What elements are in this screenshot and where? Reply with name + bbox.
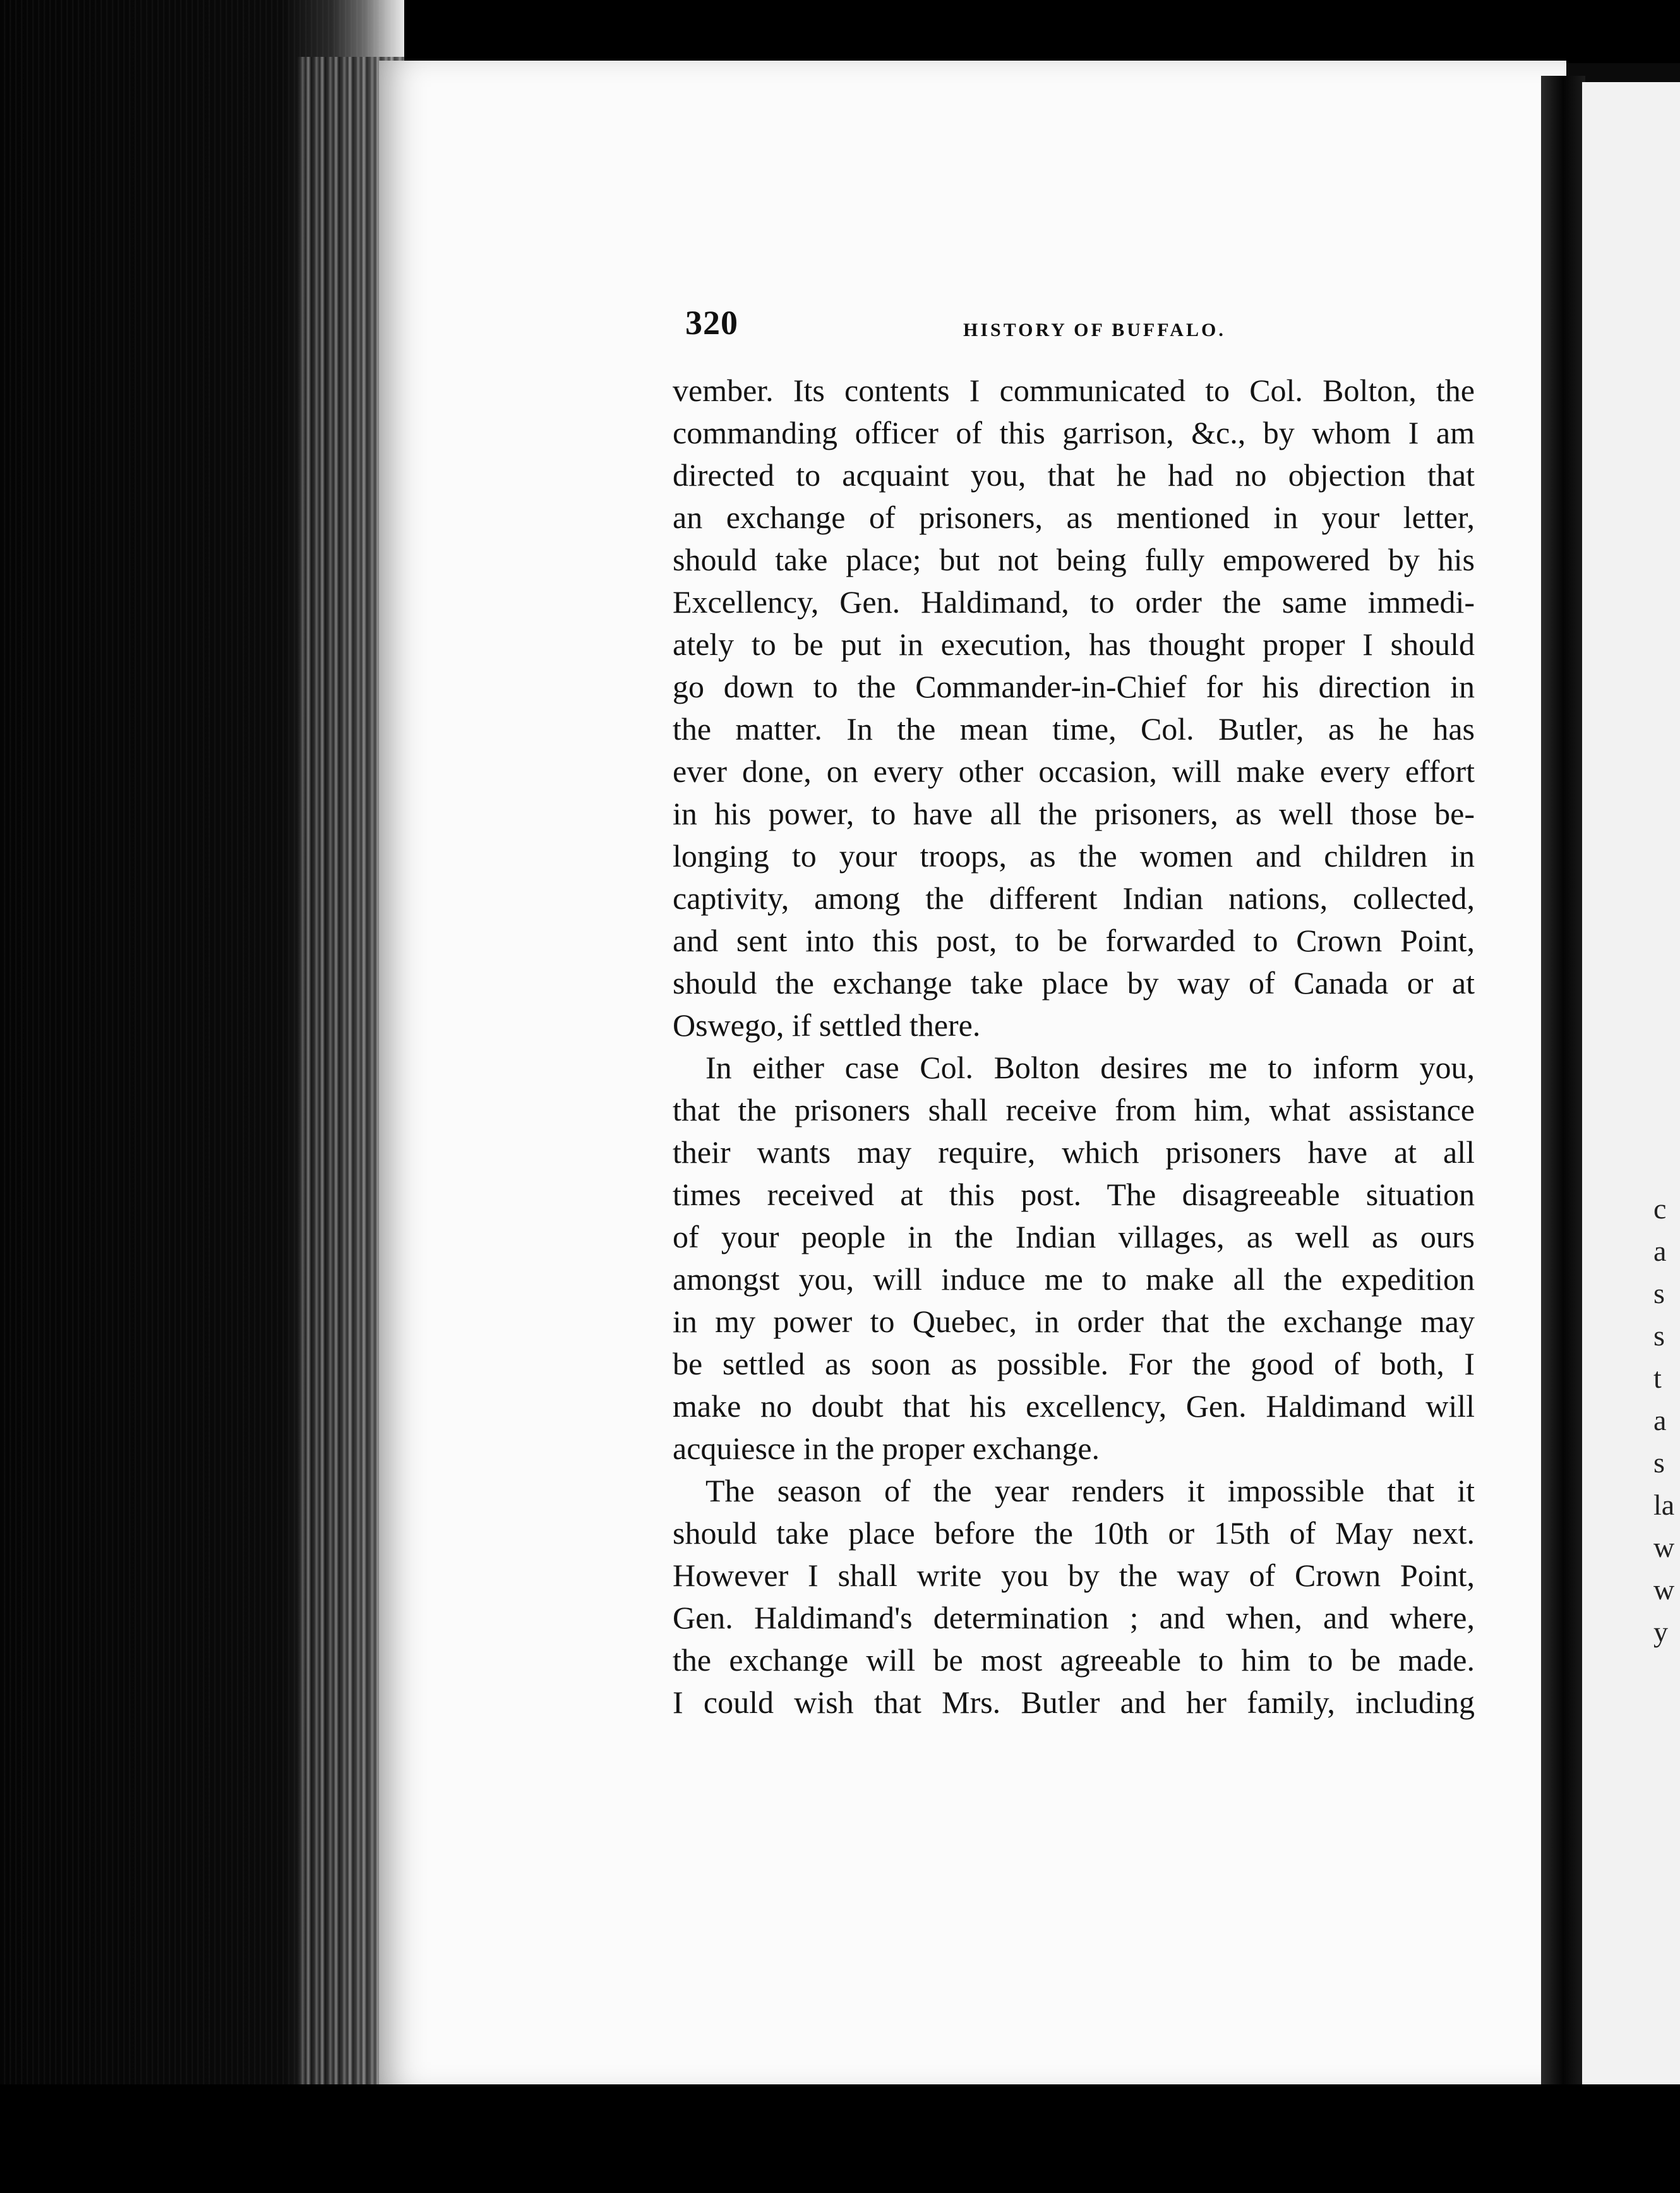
running-title: HISTORY OF BUFFALO. bbox=[963, 320, 1226, 340]
paragraph bbox=[673, 1470, 1475, 1724]
page-number: 320 bbox=[685, 304, 738, 342]
text-line: ever done, on every other occasion, will make every effort bbox=[673, 754, 1475, 789]
edge-letter: s bbox=[1653, 1277, 1665, 1309]
edge-letter: y bbox=[1653, 1616, 1668, 1648]
text-line: Excellency, Gen. Haldimand, to order the same immedi- bbox=[673, 584, 1475, 620]
text-line: Gen. Haldimand's determination ; and when, and where, bbox=[673, 1600, 1475, 1635]
text-line: be settled as soon as possible. For the good of both, I bbox=[673, 1346, 1475, 1381]
text-line: of your people in the Indian villages, as well as ours bbox=[673, 1219, 1475, 1254]
edge-letter: la bbox=[1653, 1489, 1675, 1521]
text-line: make no doubt that his excellency, Gen. Haldimand will bbox=[673, 1388, 1475, 1424]
edge-letter: a bbox=[1653, 1404, 1667, 1436]
edge-letter: c bbox=[1653, 1193, 1667, 1225]
text-line: In either case Col. Bolton desires me to inform you, bbox=[705, 1050, 1475, 1085]
page-header bbox=[685, 303, 1241, 347]
text-line: vember. Its contents I communicated to Col. Bolton, the bbox=[673, 373, 1475, 408]
edge-letter: s bbox=[1653, 1319, 1665, 1352]
edge-letter: a bbox=[1653, 1235, 1667, 1267]
facing-page-letters bbox=[1653, 1187, 1680, 1653]
text-line: The season of the year renders it impossible that it bbox=[705, 1473, 1475, 1508]
text-line: amongst you, will induce me to make all the expedition bbox=[673, 1261, 1475, 1297]
text-line: However I shall write you by the way of Crown Point, bbox=[673, 1558, 1475, 1593]
text-line: ately to be put in execution, has thought proper I should bbox=[673, 627, 1475, 662]
text-line: that the prisoners shall receive from him, what assistance bbox=[673, 1092, 1475, 1127]
text-line: should take place; but not being fully empowered by his bbox=[673, 542, 1475, 577]
text-line: captivity, among the different Indian nations, collected, bbox=[673, 880, 1475, 916]
text-line: the matter. In the mean time, Col. Butler, as he has bbox=[673, 711, 1475, 747]
text-line: directed to acquaint you, that he had no objection that bbox=[673, 457, 1475, 493]
edge-letter: w bbox=[1653, 1531, 1675, 1563]
text-line: acquiesce in the proper exchange. bbox=[673, 1431, 1100, 1466]
body-text bbox=[673, 370, 1475, 1724]
scan-bottom-border bbox=[0, 2084, 1680, 2193]
edge-letter: w bbox=[1653, 1573, 1675, 1606]
text-line: should take place before the 10th or 15th of May next. bbox=[673, 1515, 1475, 1551]
text-line: longing to your troops, as the women and children in bbox=[673, 838, 1475, 874]
paragraph bbox=[673, 370, 1475, 1047]
text-line: should the exchange take place by way of Canada or at bbox=[673, 965, 1475, 1000]
text-line: their wants may require, which prisoners have at all bbox=[673, 1134, 1475, 1170]
edge-letter: s bbox=[1653, 1446, 1665, 1479]
text-line: commanding officer of this garrison, &c., by whom I am bbox=[673, 415, 1475, 450]
text-line: times received at this post. The disagreeable situation bbox=[673, 1177, 1475, 1212]
text-line: Oswego, if settled there. bbox=[673, 1007, 981, 1043]
text-line: the exchange will be most agreeable to him to be made. bbox=[673, 1642, 1475, 1678]
paragraph bbox=[673, 1047, 1475, 1470]
text-line: an exchange of prisoners, as mentioned in your letter, bbox=[673, 500, 1475, 535]
text-line: in his power, to have all the prisoners, as well those be- bbox=[673, 796, 1475, 831]
book-gutter bbox=[1541, 76, 1585, 2084]
edge-letter: t bbox=[1653, 1362, 1662, 1394]
text-line: go down to the Commander-in-Chief for his direction in bbox=[673, 669, 1475, 704]
facing-page-edge bbox=[1582, 82, 1680, 2084]
text-line: in my power to Quebec, in order that the exchange may bbox=[673, 1304, 1475, 1339]
text-line: I could wish that Mrs. Butler and her family, including bbox=[673, 1685, 1475, 1720]
text-line: and sent into this post, to be forwarded to Crown Point, bbox=[673, 923, 1475, 958]
